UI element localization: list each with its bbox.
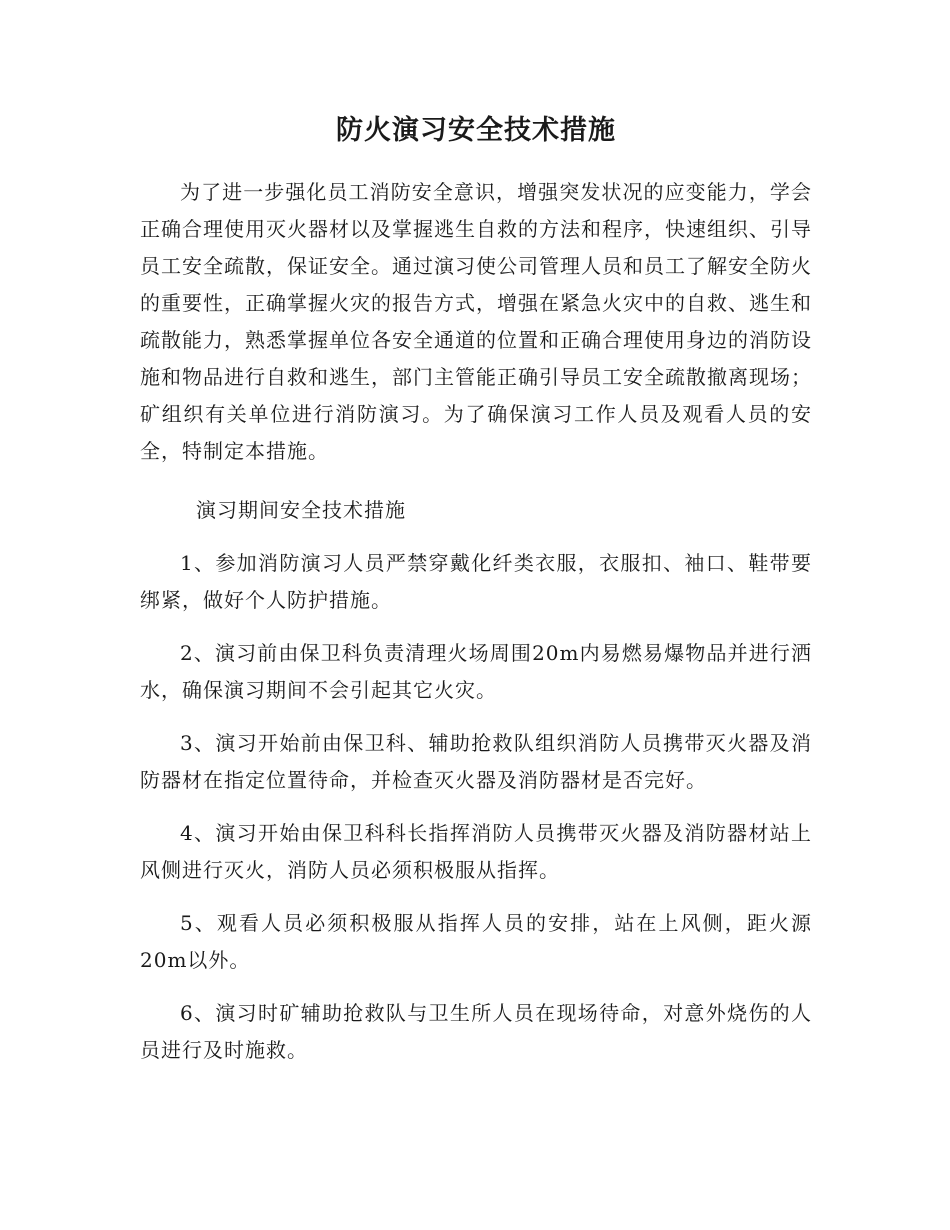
measure-item-4: 4、演习开始由保卫科科长指挥消防人员携带灭火器及消防器材站上风侧进行灭火，消防人员必须积极服从指挥。 xyxy=(140,821,812,882)
measure-item-2: 2、演习前由保卫科负责清理火场周围20m内易燃易爆物品并进行洒水，确保演习期间不会引起其它火灾。 xyxy=(140,641,812,702)
section-heading: 演习期间安全技术措施 xyxy=(196,498,406,522)
document-title: 防火演习安全技术措施 xyxy=(336,115,616,146)
measure-item-6: 6、演习时矿辅助抢救队与卫生所人员在现场待命，对意外烧伤的人员进行及时施救。 xyxy=(140,1001,812,1062)
document-page xyxy=(140,108,812,1085)
measure-item-1: 1、参加消防演习人员严禁穿戴化纤类衣服，衣服扣、袖口、鞋带要绑紧，做好个人防护措施。 xyxy=(140,551,812,612)
measure-item-5: 5、观看人员必须积极服从指挥人员的安排，站在上风侧，距火源20m以外。 xyxy=(140,911,812,972)
intro-paragraph: 为了进一步强化员工消防安全意识，增强突发状况的应变能力，学会正确合理使用灭火器材以及掌握逃生自救的方法和程序，快速组织、引导员工安全疏散，保证安全。通过演习使公司管理人员和员工了解安全防火的重要性，正确掌握火灾的报告方式，增强在紧急火灾中的自救、逃生和疏散能力，熟悉掌握单位各安全通道的位置和正确合理使用身边的消防设施和物品进行自救和逃生，部门主管能正确引导员工安全疏散撤离现场；矿组织有关单位进行消防演习。为了确保演习工作人员及观看人员的安全，特制定本措施。 xyxy=(140,180,812,463)
measure-item-3: 3、演习开始前由保卫科、辅助抢救队组织消防人员携带灭火器及消防器材在指定位置待命，并检查灭火器及消防器材是否完好。 xyxy=(140,731,812,792)
